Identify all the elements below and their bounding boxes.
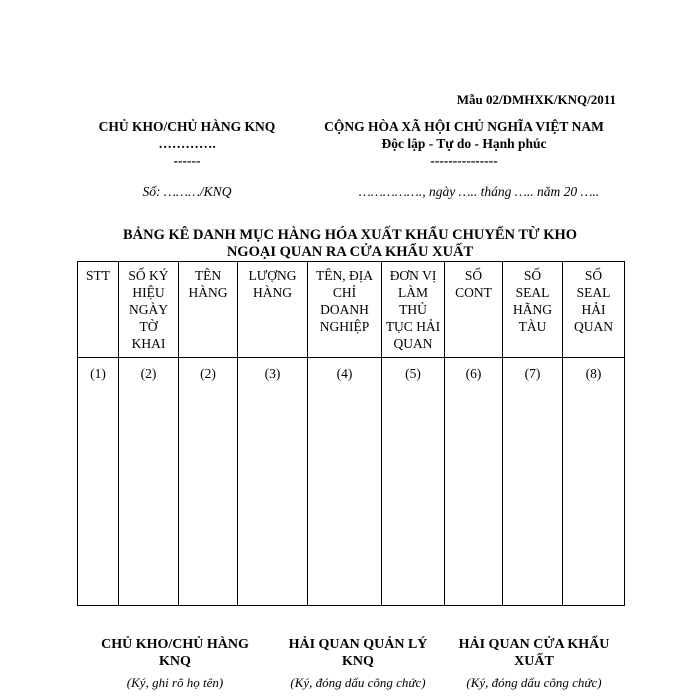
signature-title: KNQ xyxy=(342,654,374,669)
column-header xyxy=(308,262,382,358)
signature-customs-manager xyxy=(268,636,448,691)
column-header xyxy=(563,262,625,358)
column-header-line: TỤC HẢI xyxy=(385,319,441,334)
signature-title: KNQ xyxy=(159,654,191,669)
column-header-line: HẢI xyxy=(581,302,606,317)
header-row xyxy=(78,262,625,358)
column-header-line: TÀU xyxy=(518,319,547,334)
column-number-cell: (4) xyxy=(308,358,382,606)
national-motto: Độc lập - Tự do - Hạnh phúc xyxy=(381,136,547,151)
signature-note: (Ký, đóng dấu công chức) xyxy=(290,675,426,690)
column-header-line: CHỈ xyxy=(332,285,357,300)
column-header xyxy=(78,262,119,358)
column-number-cell: (5) xyxy=(382,358,445,606)
column-number-cell: (2) xyxy=(119,358,179,606)
column-number-cell: (8) xyxy=(563,358,625,606)
column-number-row xyxy=(78,358,625,606)
title-line-1: BẢNG KÊ DANH MỤC HÀNG HÓA XUẤT KHẨU CHUYỂN TỪ KHO xyxy=(122,227,578,243)
signature-owner xyxy=(80,636,270,691)
country-name: CỘNG HÒA XÃ HỘI CHỦ NGHĨA VIỆT NAM xyxy=(324,119,604,134)
column-header-line: SỐ xyxy=(464,268,483,283)
org-name: CHỦ KHO/CHỦ HÀNG KNQ xyxy=(98,119,276,134)
column-header-line: TÊN xyxy=(194,268,222,283)
column-header-line: NGÀY xyxy=(129,302,168,317)
signature-title: HẢI QUAN QUẢN LÝ xyxy=(288,637,428,652)
column-header-line: LƯỢNG xyxy=(248,268,297,283)
column-header-line: SEAL xyxy=(515,285,550,300)
right-header xyxy=(294,118,634,200)
column-header-line: HÃNG xyxy=(513,302,552,317)
column-header xyxy=(119,262,179,358)
title-line-2: NGOẠI QUAN RA CỬA KHẨU XUẤT xyxy=(226,244,474,260)
document-title xyxy=(80,227,620,261)
motto-divider: --------------- xyxy=(430,153,498,168)
column-number-cell: (2) xyxy=(179,358,238,606)
column-header-line: QUAN xyxy=(574,319,613,334)
column-header xyxy=(382,262,445,358)
column-header xyxy=(503,262,563,358)
signature-title: XUẤT xyxy=(514,654,554,669)
signature-note: (Ký, ghi rõ họ tên) xyxy=(126,675,224,690)
column-number-cell: (7) xyxy=(503,358,563,606)
goods-table xyxy=(77,261,625,606)
column-header-line: ĐƠN VỊ xyxy=(389,268,437,283)
org-divider: ------ xyxy=(173,153,201,168)
column-header-line: HÀNG xyxy=(253,285,292,300)
form-code: Mẫu 02/DMHXK/KNQ/2011 xyxy=(456,92,616,107)
column-header-line: LÀM xyxy=(398,285,428,300)
column-number-cell: (6) xyxy=(445,358,503,606)
document-number: Số: ………/KNQ xyxy=(142,184,232,199)
column-header-line: STT xyxy=(85,268,110,283)
column-header xyxy=(445,262,503,358)
date-line: ……………., ngày ….. tháng ….. năm 20 ….. xyxy=(358,184,600,199)
column-header xyxy=(179,262,238,358)
signature-customs-border xyxy=(446,636,622,691)
column-header-line: SEAL xyxy=(576,285,611,300)
column-header-line: HÀNG xyxy=(188,285,228,300)
column-header-line: CONT xyxy=(455,285,492,300)
left-header xyxy=(78,118,296,200)
column-header-line: SỐ KÝ xyxy=(128,268,169,283)
column-header xyxy=(238,262,308,358)
column-header-line: DOANH xyxy=(320,302,369,317)
column-number-cell: (1) xyxy=(78,358,119,606)
column-header-line: TỜ xyxy=(139,319,158,334)
column-header-line: HIỆU xyxy=(132,285,165,300)
column-header-line: SỐ xyxy=(523,268,542,283)
column-header-line: NGHIỆP xyxy=(319,319,370,334)
column-header-line: QUAN xyxy=(393,336,433,351)
signature-title: HẢI QUAN CỬA KHẨU xyxy=(458,637,610,652)
column-header-line: TÊN, ĐỊA xyxy=(316,268,373,283)
column-number-cell: (3) xyxy=(238,358,308,606)
column-header-line: SỐ xyxy=(584,268,603,283)
signature-title: CHỦ KHO/CHỦ HÀNG xyxy=(101,637,249,652)
signature-note: (Ký, đóng dấu công chức) xyxy=(466,675,602,690)
column-header-line: THỦ xyxy=(399,302,427,317)
org-dots: …………. xyxy=(158,136,216,151)
column-header-line: KHAI xyxy=(131,336,166,351)
